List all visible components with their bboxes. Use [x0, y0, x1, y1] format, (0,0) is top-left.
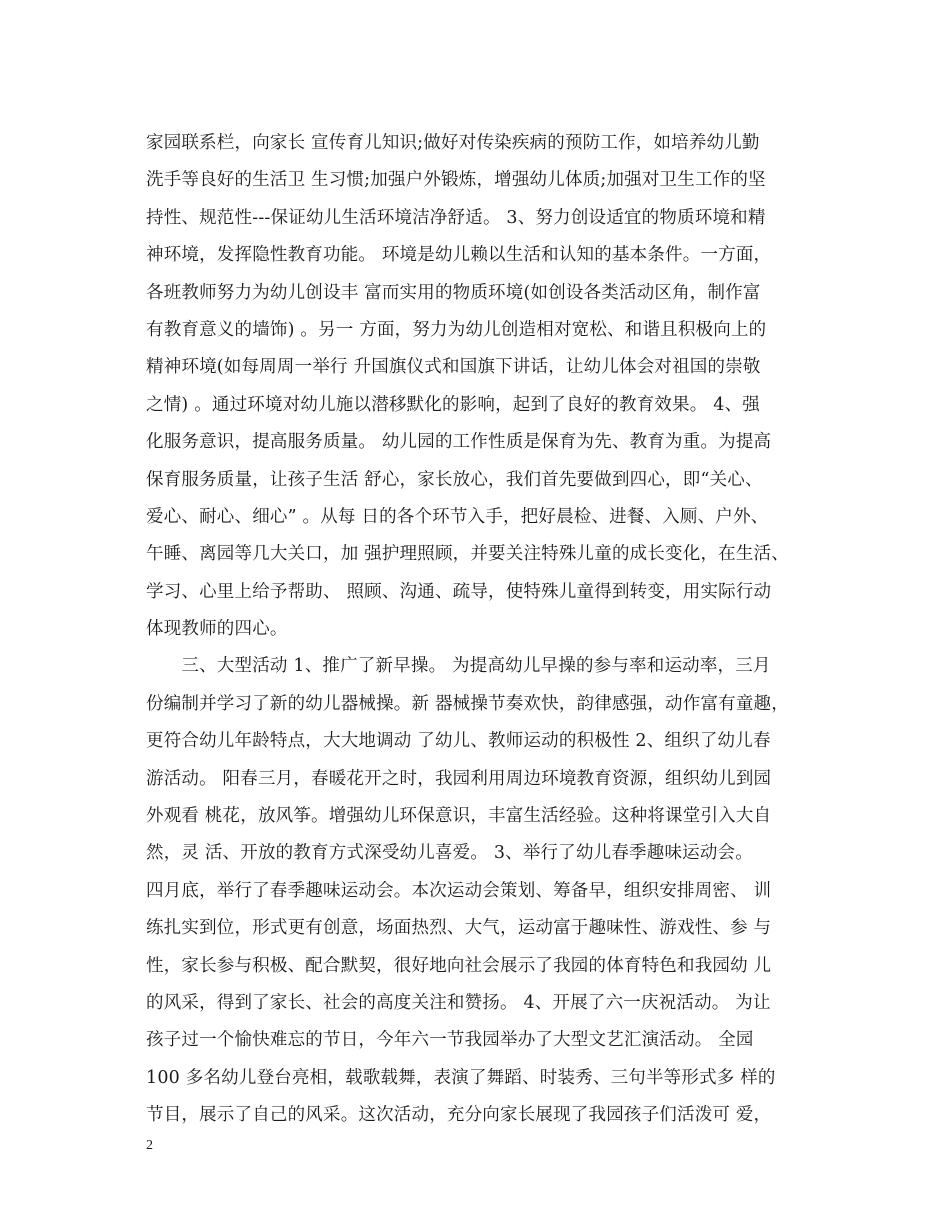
text-line: 保育服务质量，让孩子生活 舒心，家长放心，我们首先要做到四心，即“关心、	[146, 469, 763, 490]
text-line: 三、大型活动 1、推广了新早操。 为提高幼儿早操的参与率和运动率，三月	[146, 656, 771, 677]
text-line: 四月底，举行了春季趣味运动会。本次运动会策划、筹备早，组织安排周密、 训	[146, 880, 772, 901]
text-line: 然，灵 活、开放的教育方式深受幼儿喜爱。 3、举行了幼儿春季趣味运动会。	[146, 843, 753, 864]
body-text	[146, 125, 836, 1135]
text-line: 家园联系栏，向家长 宣传育儿知识;做好对传染疾病的预防工作，如培养幼儿勤	[146, 133, 760, 153]
text-line: 午睡、离园等几大关口，加 强护理照顾，并要关注特殊儿童的成长变化，在生活、	[146, 544, 789, 565]
text-line: 份编制并学习了新的幼儿器械操。新 器械操节奏欢快，韵律感强，动作富有童趣，	[146, 693, 789, 714]
text-line: 洗手等良好的生活卫 生习惯;加强户外锻炼，增强幼儿体质;加强对卫生工作的坚	[146, 170, 766, 191]
text-line: 之情) 。通过环境对幼儿施以潜移默化的影响，起到了良好的教育效果。 4、强	[146, 394, 760, 415]
text-line: 各班教师努力为幼儿创设丰 富而实用的物质环境(如创设各类活动区角，制作富	[146, 282, 761, 303]
text-line: 100 多名幼儿登台亮相，载歌载舞，表演了舞蹈、时装秀、三句半等形式多 样的	[146, 1067, 776, 1088]
text-line: 更符合幼儿年龄特点，大大地调动 了幼儿、教师运动的积极性 2、组织了幼儿春	[146, 731, 771, 752]
text-line: 外观看 桃花，放风筝。增强幼儿环保意识，丰富生活经验。这种将课堂引入大自	[146, 806, 772, 827]
text-line: 持性、规范性---保证幼儿生活环境洁净舒适。 3、努力创设适宜的物质环境和精	[146, 207, 766, 228]
text-line: 体现教师的四心。	[146, 619, 288, 640]
text-line: 游活动。 阳春三月，春暖花开之时，我园利用周边环境教育资源，组织幼儿到园	[146, 768, 772, 789]
page-number: 2	[146, 1138, 153, 1153]
text-line: 精神环境(如每周周一举行 升国旗仪式和国旗下讲话，让幼儿体会对祖国的崇敬	[146, 357, 761, 378]
text-line: 孩子过一个愉快难忘的节日，今年六一节我园举办了大型文艺汇演活动。 全园	[146, 1030, 754, 1051]
text-line: 神环境，发挥隐性教育功能。 环境是幼儿赖以生活和认知的基本条件。一方面，	[146, 245, 772, 266]
text-line: 性，家长参与积极、配合默契，很好地向社会展示了我园的体育特色和我园幼 儿	[146, 955, 772, 976]
text-line: 学习、心里上给予帮助、 照顾、沟通、疏导，使特殊儿童得到转变，用实际行动	[146, 581, 772, 602]
text-line: 练扎实到位，形式更有创意，场面热烈、大气，运动富于趣味性、游戏性、参 与	[146, 918, 772, 939]
text-line: 爱心、耐心、细心” 。从每 日的各个环节入手，把好晨检、进餐、入厕、户外、	[146, 506, 769, 527]
text-line: 化服务意识，提高服务质量。 幼儿园的工作性质是保育为先、教育为重。为提高	[146, 432, 772, 453]
text-line: 节目，展示了自己的风采。这次活动，充分向家长展现了我园孩子们活泼可 爱，	[146, 1105, 772, 1126]
text-line: 有教育意义的墙饰) 。另一 方面，努力为幼儿创造相对宽松、和谐且积极向上的	[146, 319, 767, 340]
text-line: 的风采，得到了家长、社会的高度关注和赞扬。 4、开展了六一庆祝活动。 为让	[146, 992, 771, 1013]
